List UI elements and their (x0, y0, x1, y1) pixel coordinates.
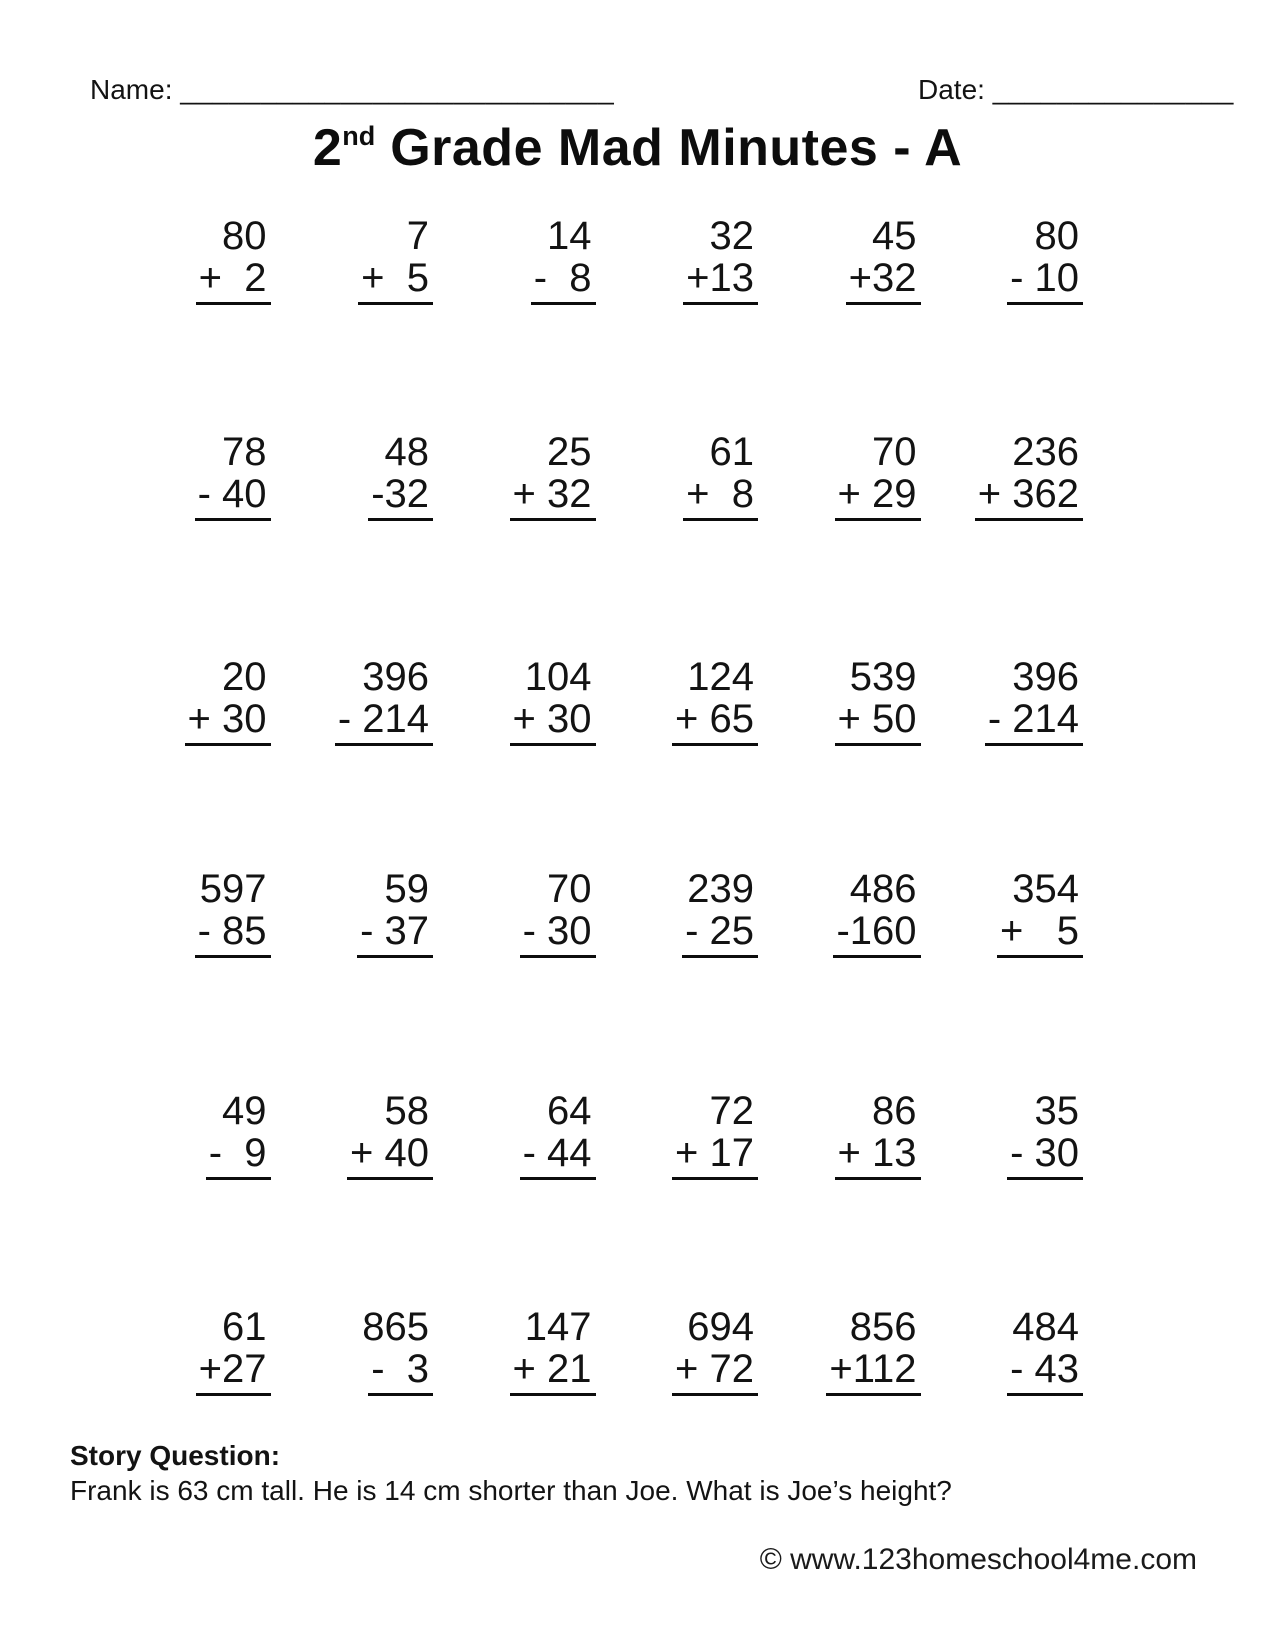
problem-top-operand: 80 (1034, 214, 1079, 258)
math-problem (108, 215, 271, 305)
problem-top-operand: 597 (199, 867, 267, 911)
problem-top-operand: 239 (687, 867, 754, 911)
copyright-credit: © www.123homeschool4me.com (759, 1543, 1197, 1576)
problem-operator-operand: + 30 (185, 698, 271, 746)
problem-top-operand: 856 (849, 1305, 917, 1349)
problem-operator-operand: +112 (826, 1348, 920, 1396)
math-problem (758, 1090, 921, 1180)
title-text: Grade Mad Minutes - A (375, 119, 963, 177)
problem-operator-operand: - 30 (1007, 1132, 1083, 1180)
problem-top-operand: 25 (547, 430, 592, 474)
problem-operator-operand: + 65 (672, 698, 758, 746)
problem-operator-operand: + 2 (196, 257, 271, 305)
problem-row-4 (108, 868, 1083, 958)
title-ordinal-suffix: nd (342, 121, 376, 151)
problem-top-operand: 32 (709, 214, 754, 258)
date-field-row (918, 74, 1234, 106)
problem-operator-operand: + 17 (672, 1132, 758, 1180)
math-problem (921, 215, 1084, 305)
math-problem (108, 431, 271, 521)
problem-operator-operand: + 40 (347, 1132, 433, 1180)
math-problem (433, 1090, 596, 1180)
problem-operator-operand: + 72 (672, 1348, 758, 1396)
name-field-row (90, 74, 614, 106)
problem-operator-operand: + 5 (997, 910, 1083, 958)
problem-operator-operand: -160 (833, 910, 920, 958)
math-problem (433, 656, 596, 746)
date-label: Date: (918, 74, 985, 105)
problem-top-operand: 70 (872, 430, 917, 474)
math-problem (271, 1306, 434, 1396)
problem-operator-operand: -32 (368, 473, 433, 521)
problem-operator-operand: - 85 (195, 910, 271, 958)
problem-row-6 (108, 1306, 1083, 1396)
math-problem (596, 1306, 759, 1396)
problem-top-operand: 354 (1012, 867, 1079, 911)
problem-operator-operand: + 21 (510, 1348, 596, 1396)
math-problem (596, 431, 759, 521)
math-problem (433, 215, 596, 305)
story-question-text: Frank is 63 cm tall. He is 14 cm shorter than Joe. What is Joe’s height? (70, 1475, 952, 1506)
problem-operator-operand: +27 (196, 1348, 271, 1396)
name-label: Name: (90, 74, 173, 105)
problem-top-operand: 486 (849, 867, 917, 911)
problem-operator-operand: - 214 (335, 698, 433, 746)
problem-top-operand: 78 (222, 430, 267, 474)
problem-operator-operand: + 362 (975, 473, 1083, 521)
problem-operator-operand: - 40 (195, 473, 271, 521)
math-problem (433, 868, 596, 958)
math-problem (108, 868, 271, 958)
math-problem (921, 431, 1084, 521)
problem-top-operand: 58 (384, 1089, 429, 1133)
problem-row-1 (108, 215, 1083, 305)
math-problem (921, 1306, 1084, 1396)
problem-top-operand: 61 (709, 430, 754, 474)
problem-operator-operand: - 44 (520, 1132, 596, 1180)
problem-top-operand: 694 (687, 1305, 754, 1349)
problem-operator-operand: - 37 (357, 910, 433, 958)
story-question-section (70, 1438, 952, 1508)
problem-operator-operand: - 43 (1007, 1348, 1083, 1396)
problem-top-operand: 539 (849, 655, 917, 699)
math-problem (921, 1090, 1084, 1180)
problem-top-operand: 72 (709, 1089, 754, 1133)
math-problem (758, 1306, 921, 1396)
math-problem (271, 1090, 434, 1180)
math-problem (596, 1090, 759, 1180)
problem-top-operand: 61 (222, 1305, 267, 1349)
problem-top-operand: 124 (687, 655, 754, 699)
problem-top-operand: 59 (384, 867, 429, 911)
page-title (0, 118, 1275, 178)
problem-top-operand: 104 (524, 655, 592, 699)
math-problem (433, 431, 596, 521)
problem-operator-operand: + 13 (835, 1132, 921, 1180)
problem-operator-operand: + 32 (510, 473, 596, 521)
problem-top-operand: 396 (362, 655, 429, 699)
problem-operator-operand: +32 (846, 257, 921, 305)
problem-top-operand: 865 (362, 1305, 429, 1349)
problem-top-operand: 147 (524, 1305, 592, 1349)
math-problem (108, 656, 271, 746)
problem-top-operand: 86 (872, 1089, 917, 1133)
problem-top-operand: 7 (406, 214, 429, 258)
math-problem (758, 431, 921, 521)
problem-top-operand: 49 (222, 1089, 267, 1133)
math-problem (758, 215, 921, 305)
problem-top-operand: 396 (1012, 655, 1079, 699)
math-problem (758, 868, 921, 958)
problem-operator-operand: - 25 (682, 910, 758, 958)
math-problem (108, 1306, 271, 1396)
math-problem (758, 656, 921, 746)
problem-operator-operand: - 8 (531, 257, 596, 305)
problem-operator-operand: + 50 (835, 698, 921, 746)
problem-operator-operand: + 29 (835, 473, 921, 521)
problem-top-operand: 14 (547, 214, 592, 258)
math-problem (596, 868, 759, 958)
problem-top-operand: 236 (1012, 430, 1079, 474)
problem-row-3 (108, 656, 1083, 746)
math-problem (921, 656, 1084, 746)
math-problem (108, 1090, 271, 1180)
problem-top-operand: 80 (222, 214, 267, 258)
problem-operator-operand: - 10 (1007, 257, 1083, 305)
math-problem (271, 431, 434, 521)
problem-top-operand: 48 (384, 430, 429, 474)
problem-top-operand: 20 (222, 655, 267, 699)
problem-operator-operand: + 5 (358, 257, 433, 305)
problem-operator-operand: - 30 (520, 910, 596, 958)
story-question-heading: Story Question: (70, 1440, 281, 1471)
math-problem (596, 656, 759, 746)
problem-operator-operand: - 214 (985, 698, 1083, 746)
problem-operator-operand: - 9 (206, 1132, 271, 1180)
math-problem (271, 656, 434, 746)
math-problem (271, 868, 434, 958)
math-problem (921, 868, 1084, 958)
name-blank-line: ___________________________ (180, 74, 615, 105)
problem-top-operand: 45 (872, 214, 917, 258)
problem-top-operand: 35 (1034, 1089, 1079, 1133)
title-number: 2 (312, 119, 343, 177)
problem-row-5 (108, 1090, 1083, 1180)
date-blank-line: _______________ (992, 74, 1234, 105)
problem-operator-operand: - 3 (368, 1348, 433, 1396)
problem-top-operand: 64 (547, 1089, 592, 1133)
math-problem (433, 1306, 596, 1396)
problem-operator-operand: +13 (683, 257, 758, 305)
problem-operator-operand: + 30 (510, 698, 596, 746)
math-problem (271, 215, 434, 305)
problem-operator-operand: + 8 (683, 473, 758, 521)
problem-top-operand: 484 (1012, 1305, 1079, 1349)
math-problem (596, 215, 759, 305)
problem-row-2 (108, 431, 1083, 521)
problem-top-operand: 70 (547, 867, 592, 911)
